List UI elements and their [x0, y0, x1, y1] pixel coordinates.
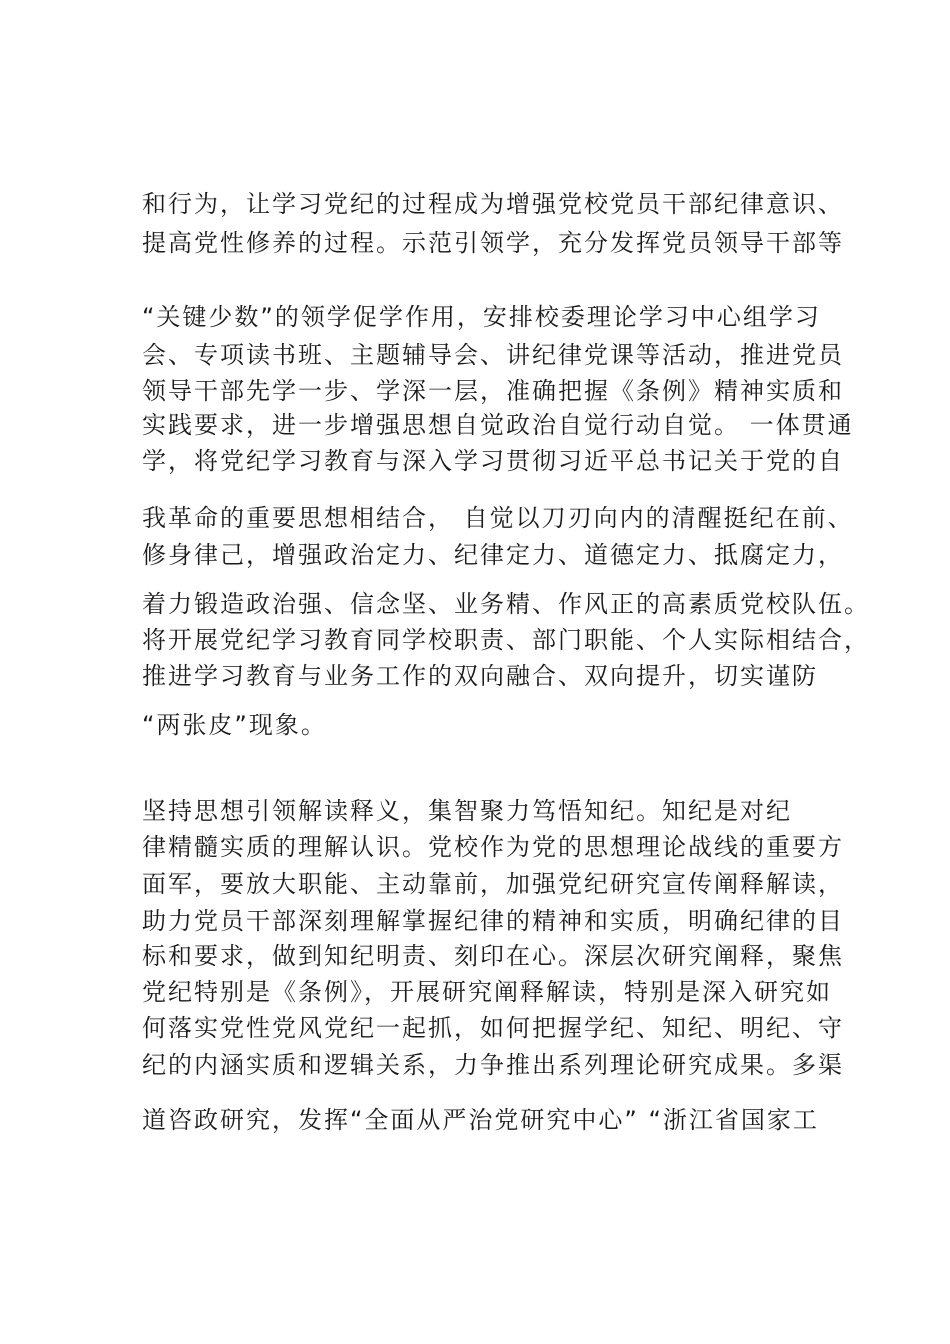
text-line: 着力锻造政治强、信念坚、业务精、作风正的高素质党校队伍。: [142, 590, 870, 618]
text-line: 学，将党纪学习教育与深入学习贯彻习近平总书记关于党的自: [142, 447, 844, 475]
text-line: 会、专项读书班、主题辅导会、讲纪律党课等活动，推进党员: [142, 341, 844, 369]
text-line: 面军，要放大职能、主动靠前，加强党纪研究宣传阐释解读，: [142, 870, 844, 898]
text-line: 推进学习教育与业务工作的双向融合、双向提升，切实谨防: [142, 662, 818, 690]
text-line: 和行为，让学习党纪的过程成为增强党校党员干部纪律意识、: [142, 190, 844, 218]
text-line: 律精髓实质的理解认识。党校作为党的思想理论战线的重要方: [142, 833, 844, 861]
text-line: 修身律己，增强政治定力、纪律定力、道德定力、抵腐定力，: [142, 541, 844, 569]
text-line: 标和要求，做到知纪明责、刻印在心。深层次研究阐释，聚焦: [142, 942, 844, 970]
text-line: 领导干部先学一步、学深一层，准确把握《条例》精神实质和: [142, 377, 844, 405]
text-line: 提高党性修养的过程。示范引领学，充分发挥党员领导干部等: [142, 229, 844, 257]
text-line: 党纪特别是《条例》，开展研究阐释解读，特别是深入研究如: [142, 978, 832, 1006]
text-line: 实践要求，进一步增强思想自觉政治自觉行动自觉。 一体贯通: [142, 411, 854, 439]
text-line: 何落实党性党风党纪一起抓，如何把握学纪、知纪、明纪、守: [142, 1014, 844, 1042]
text-line: “关键少数”的领学促学作用，安排校委理论学习中心组学习: [142, 303, 821, 331]
text-line: 坚持思想引领解读释义，集智聚力笃悟知纪。知纪是对纪: [142, 797, 792, 825]
text-line: 助力党员干部深刻理解掌握纪律的精神和实质，明确纪律的目: [142, 907, 844, 935]
text-line: 我革命的重要思想相结合， 自觉以刀刃向内的清醒挺纪在前、: [142, 504, 854, 532]
text-line: 道咨政研究，发挥“全面从严治党研究中心” “浙江省国家工: [142, 1106, 819, 1134]
text-line: “两张皮”现象。: [142, 711, 327, 739]
text-line: 纪的内涵实质和逻辑关系，力争推出系列理论研究成果。多渠: [142, 1051, 844, 1079]
text-line: 将开展党纪学习教育同学校职责、部门职能、个人实际相结合，: [142, 626, 870, 654]
